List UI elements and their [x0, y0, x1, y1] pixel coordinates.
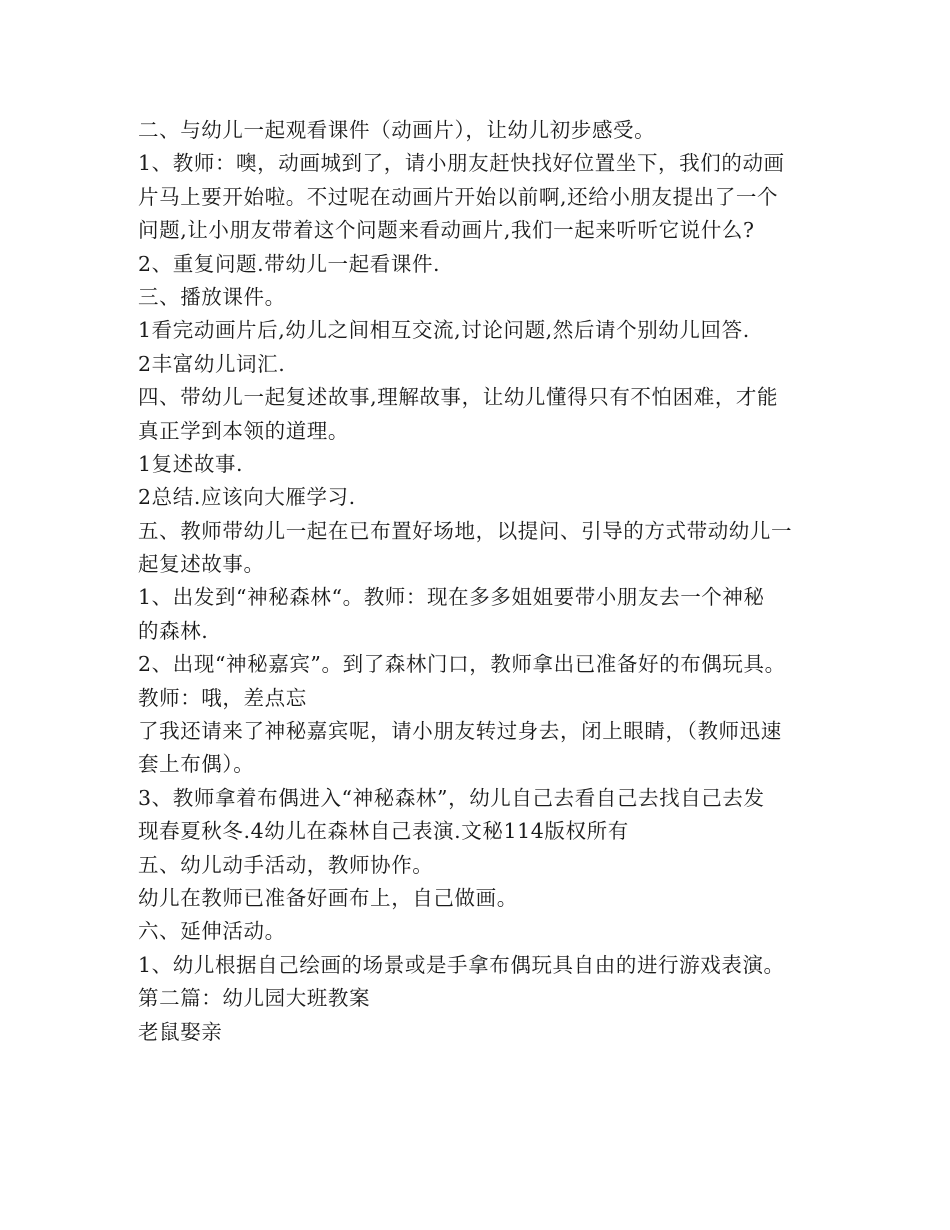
section-heading-5b: 五、幼儿动手活动，教师协作。 — [138, 852, 434, 877]
section-heading-6: 六、延伸活动。 — [138, 919, 286, 944]
paragraph-line: 2丰富幼儿词汇. — [138, 351, 286, 376]
paragraph-line: 2、重复问题.带幼儿一起看课件. — [138, 251, 441, 276]
paragraph-line: 片马上要开始啦。不过呢在动画片开始以前啊,还给小朋友提出了一个 — [138, 184, 779, 209]
paragraph-line: 3、教师拿着布偶进入“神秘森林”，幼儿自己去看自己去找自己去发 — [138, 785, 765, 810]
section-heading-3: 三、播放课件。 — [138, 284, 286, 309]
paragraph-line: 的森林. — [138, 618, 209, 643]
paragraph-line: 问题,让小朋友带着这个问题来看动画片,我们一起来听听它说什么? — [138, 218, 755, 243]
paragraph-line: 1复述故事. — [138, 451, 244, 476]
paragraph-line: 现春夏秋冬.4幼儿在森林自己表演.文秘114版权所有 — [138, 819, 629, 844]
chapter-title: 第二篇：幼儿园大班教案 — [138, 986, 371, 1011]
paragraph-line: 幼儿在教师已准备好画布上，自己做画。 — [138, 885, 518, 910]
paragraph-line: 了我还请来了神秘嘉宾呢，请小朋友转过身去，闭上眼睛，（教师迅速 — [138, 719, 782, 744]
section-heading-2: 二、与幼儿一起观看课件（动画片），让幼儿初步感受。 — [138, 118, 656, 142]
paragraph-line: 真正学到本领的道理。 — [138, 418, 349, 443]
paragraph-line: 1、出发到“神秘森林“。教师：现在多多姐姐要带小朋友去一个神秘 — [138, 585, 765, 610]
paragraph-line: 1看完动画片后,幼儿之间相互交流,讨论问题,然后请个别幼儿回答. — [138, 318, 750, 343]
section-heading-5: 五、教师带幼儿一起在已布置好场地，以提问、引导的方式带动幼儿一 — [138, 518, 793, 543]
section-heading-4: 四、带幼儿一起复述故事,理解故事，让幼儿懂得只有不怕困难，才能 — [138, 385, 779, 410]
lesson-title: 老鼠娶亲 — [138, 1019, 223, 1044]
paragraph-line: 教师：哦，差点忘 — [138, 685, 307, 710]
paragraph-line: 2总结.应该向大雁学习. — [138, 485, 356, 510]
paragraph-line: 2、出现“神秘嘉宾”。到了森林门口，教师拿出已准备好的布偶玩具。 — [138, 652, 786, 677]
paragraph-line: 1、教师：噢，动画城到了，请小朋友赶快找好位置坐下，我们的动画 — [138, 151, 785, 176]
paragraph-line: 起复述故事。 — [138, 552, 265, 577]
document-body — [138, 114, 838, 1049]
paragraph-line: 1、幼儿根据自己绘画的场景或是手拿布偶玩具自由的进行游戏表演。 — [138, 952, 785, 977]
paragraph-line: 套上布偶）。 — [138, 752, 255, 777]
